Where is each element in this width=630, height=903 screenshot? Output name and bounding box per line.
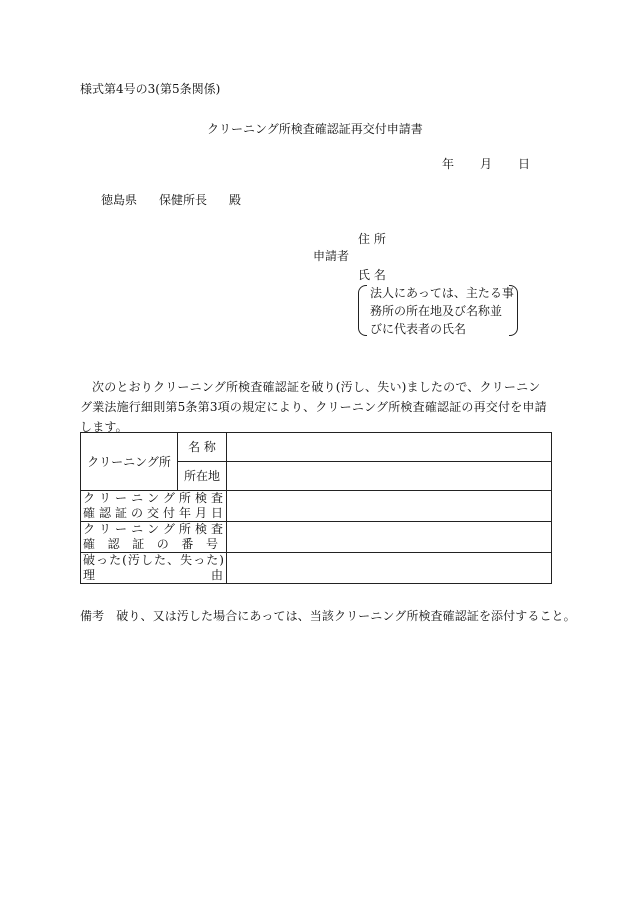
facility-label: クリーニング所 [81,433,178,491]
issue-date-label [81,491,227,522]
addressee-prefecture: 徳島県 [101,193,138,207]
date-year-label: 年 [442,157,455,171]
cert-number-label-line: 確認証の番号 [83,537,224,551]
date-line [442,157,530,171]
addressee-office: 保健所長 [159,193,208,207]
facility-name-field[interactable] [227,433,552,462]
cert-number-field[interactable] [227,522,552,553]
body-text: 次のとおりクリーニング所検査確認証を破り(汚し、失い)ましたので、クリーニング業法施行細則第5条第3項の規定により、クリーニング所検査確認証の再交付を申請します。 [80,380,547,434]
corporate-note-line: 務所の所在地及び名称並 [370,304,503,318]
applicant-label: 申請者 [313,249,350,263]
reason-label-line: 理由 [83,568,224,582]
left-bracket [358,285,367,336]
addressee [101,193,241,207]
issue-date-field[interactable] [227,491,552,522]
corporate-note-line: 法人にあっては、主たる事 [370,286,514,300]
facility-location-label: 所在地 [178,462,227,491]
facility-location-field[interactable] [227,462,552,491]
cert-number-label [81,522,227,553]
address-label: 住 所 [358,232,386,246]
document-title: クリーニング所検査確認証再交付申請書 [207,122,423,136]
reason-field[interactable] [227,553,552,584]
name-label: 氏 名 [358,268,386,282]
date-month-label: 月 [480,157,493,171]
reason-label [81,553,227,584]
application-table [80,432,552,584]
corporate-note-line: びに代表者の氏名 [370,322,467,336]
issue-date-label-line: クリーニング所検査 [83,491,224,505]
reason-label-line: 破った(汚した、失った) [83,553,224,567]
issue-date-label-line: 確認証の交付年月日 [83,506,224,520]
remarks: 備考 破り、又は汚した場合にあっては、当該クリーニング所検査確認証を添付すること。 [80,609,576,623]
form-number: 様式第4号の3(第5条関係) [80,82,221,96]
addressee-honorific: 殿 [229,193,242,207]
facility-name-label: 名 称 [178,433,227,462]
date-day-label: 日 [518,157,531,171]
cert-number-label-line: クリーニング所検査 [83,522,224,536]
corporate-note [358,283,518,338]
